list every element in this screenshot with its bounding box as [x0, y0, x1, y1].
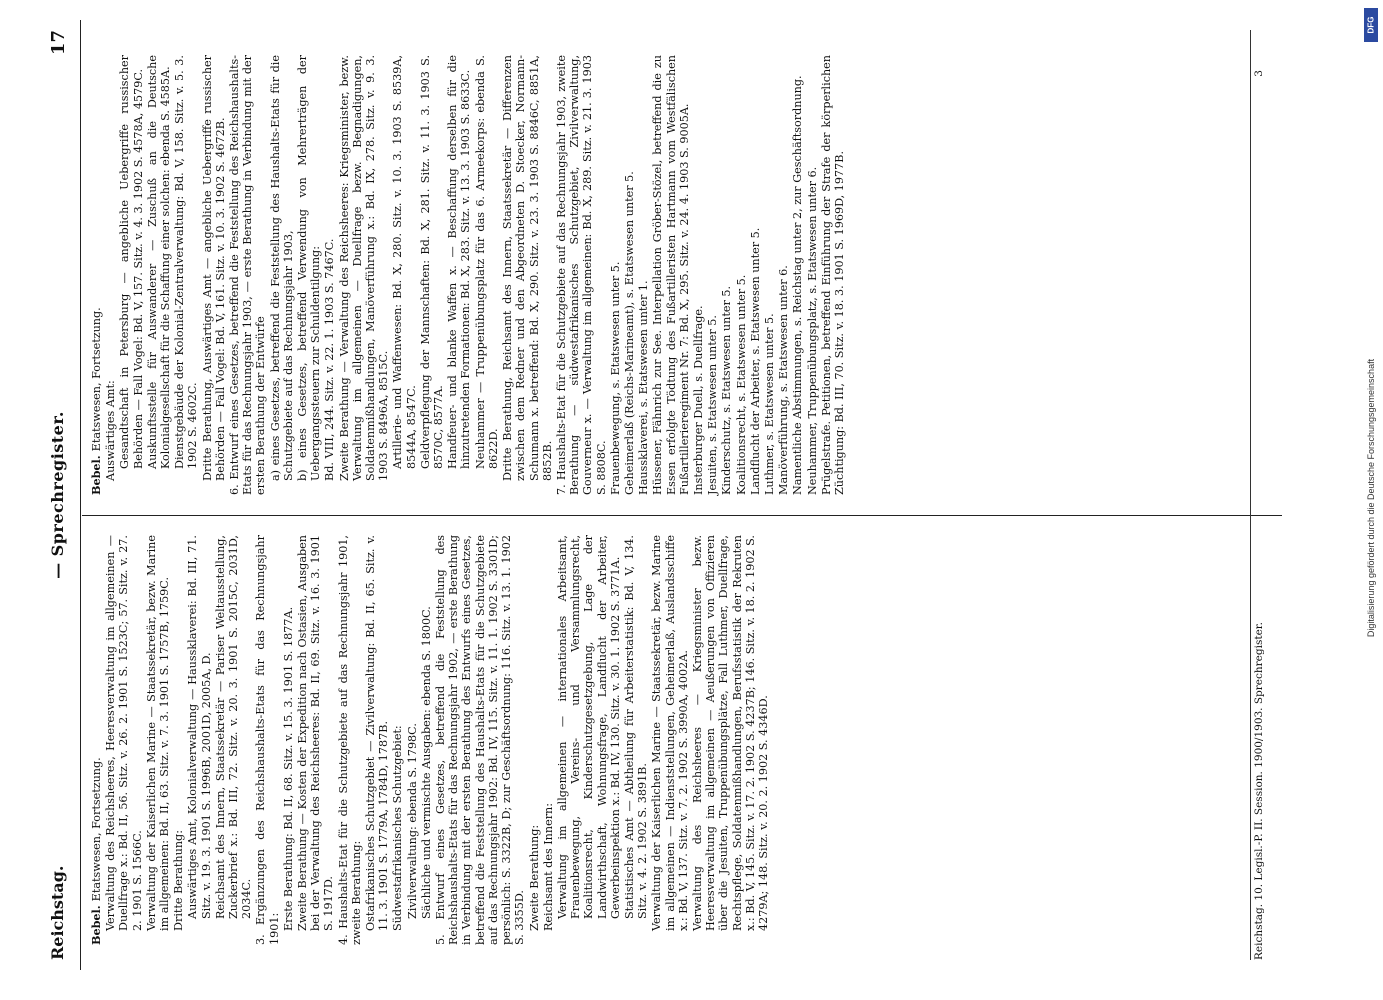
speaker-name: Bebel. — [89, 455, 103, 495]
entry: Luthmer, s. Etatswesen unter 5. — [762, 313, 776, 495]
credit-text: Digitalisierung gefördert durch die Deutsche Forschungsgemeinschaft — [1366, 358, 1376, 637]
entry: Zweite Berathung — Kosten der Expedition nach Ostasien, Ausgaben bei der Verwaltung des Reichsheeres: Bd. II, 69. Sitz. v. 16. 3. 1901 S. 1917D. — [296, 535, 336, 931]
left-column — [90, 535, 771, 945]
entry: Geheimerlaß (Reichs-Marineamt), s. Etatswesen unter 5. — [622, 171, 636, 495]
entry: Landflucht der Arbeiter, s. Etatswesen unter 5. — [748, 227, 762, 495]
speaker-name: Bebel. — [89, 905, 103, 945]
entry: Verwaltung der Kaiserlichen Marine — Staatssekretär, bezw. Marine im allgemeinen — Indienststellungen, Geheimerlaß, Auslandsschiffe x.: Bd. V, 137. Sitz. v. 7. 2. 1902 S. 3990A, 4002A. — [650, 535, 690, 931]
page-number: 17 — [48, 30, 69, 56]
entry: Geldverpflegung der Mannschaften: Bd. X, 281. Sitz. v. 11. 3. 1903 S. 8570C, 8577A. — [418, 55, 446, 469]
entry: Handfeuer- und blanke Waffen x. — Beschaffung derselben für die hinzutretenden Formationen: Bd. X, 283. Sitz. v. 13. 3. 1903 S. 8633C. — [446, 55, 473, 469]
header-center: — Sprechregister. — [48, 411, 67, 579]
entry: Artillerie- und Waffenwesen: Bd. X, 280. Sitz. v. 10. 3. 1903 S. 8539A, 8544A, 8547C. — [391, 55, 418, 469]
digitization-credit — [1362, 5, 1380, 990]
entry: a) eines Gesetzes, betreffend die Feststellung des Haushalts-Etats für die Schutzgebiete auf das Rechnungsjahr 1903, — [268, 55, 295, 481]
entry: Zweite Berathung — Verwaltung des Reichsheeres: Kriegsminister, bezw. Verwaltung im allgemeinen — Duellfrage bezw. Begnadigungen, Soldatenmißhandlungen, Manöverführung x.: Bd. IX, 278. Sitz. v. 9. 3. 1903 S. 8496A, 8515C. — [337, 55, 391, 481]
column-divider — [82, 515, 1282, 516]
entry: Jesuiten, s. Etatswesen unter 5. — [706, 315, 720, 495]
entry: Gesandtschaft in Petersburg — angebliche Uebergriffe russischer Behörden — Fall Vogel: Bd. V, 157. Sitz. v. 4. 3. 1902 S. 4578A, 4579C. — [118, 55, 145, 469]
entry: Zivilverwaltung: ebenda S. 1798C. — [405, 723, 419, 919]
entry: 7. Haushalts-Etat für die Schutzgebiete auf das Rechnungsjahr 1903, zweite Berathung — südwestafrikanisches Schutzgebiet, Zivilverwaltung, Gouverneur x. — Verwaltung im allgemeinen: Bd. X, 289. Sitz. v. 21. 3. 1903 S. 8808C. — [554, 55, 608, 495]
entry: Namentliche Abstimmungen, s. Reichstag unter 2, zur Geschäftsordnung. — [791, 75, 805, 495]
entry: Neuhammer, Truppenübungsplatz, s. Etatswesen unter 6. — [805, 166, 819, 495]
entry: Verwaltung des Reichsheeres — Kriegsminister bezw. Heeresverwaltung im allgemeinen — Aeußerungen von Offizieren über die Jesuiten, Truppenübungsplätze, Fall Luthmer, Duellfrage, Rechtspflege, Soldatenmißhandlungen, Berufsstatistik der Rekruten x.: Bd. V, 145. Sitz. v. 17. 2. 1902 S. 4237B; 146. Sitz. v. 18. 2. 1902 S. 4279A; 148. Sitz. v. 20. 2. 1902 S. 4346D. — [690, 535, 770, 931]
footer-left: Reichstag. 10. Legisl.-P. II. Session. 1900/1903. Sprechregister. — [1253, 622, 1265, 960]
entry: Statistisches Amt — Abtheilung für Arbeiterstatistik: Bd. V, 134. Sitz. v. 4. 2. 1902 S. 3891B. — [622, 535, 650, 919]
entry: Auskunftsstelle für Auswanderer — Zuschuß an die Deutsche Kolonialgesellschaft für die Schaffung einer solchen: ebenda S. 4585A. — [145, 55, 173, 469]
entry: Insterburger Duell, s. Duellfrage. — [691, 305, 705, 495]
entry: b) eines Gesetzes, betreffend Verwendung von Mehrerträgen der Uebergangssteuern zur Schuldentilgung: — [296, 55, 323, 481]
entry: Prügelstrafe. Petitionen, betreffend Einführung der Strafe der körperlichen Züchtigung: Bd. III, 70. Sitz. v. 18. 3. 1901 S. 1969D, 1977B. — [819, 55, 846, 495]
entry: Auswärtiges Amt: — [104, 380, 118, 481]
entry: Kinderschutz, s. Etatswesen unter 5. — [720, 285, 734, 495]
header-left: Reichstag. — [48, 865, 67, 960]
entry: Ostafrikanisches Schutzgebiet — Zivilverwaltung: Bd. II, 65. Sitz. v. 11. 3. 1901 S. 1779A, 1784D, 1787B. — [364, 535, 391, 931]
entry: Erste Berathung: Bd. II, 68. Sitz. v. 15. 3. 1901 S. 1877A. — [281, 606, 295, 931]
entry: Dienstgebäude der Kolonial-Zentralverwaltung: Bd. V, 158. Sitz. v. 5. 3. 1902 S. 4602C. — [173, 55, 200, 469]
entry: 3. Ergänzungen des Reichshaushalts-Etats für das Rechnungsjahr 1901: — [254, 535, 281, 945]
dfg-logo-icon — [1364, 8, 1378, 42]
entry: 5. Entwurf eines Gesetzes, betreffend die Feststellung des Reichshaushalts-Etats für das Rechnungsjahr 1902, — erste Berathung in Verbindung mit der ersten Berathung des Entwurfs eines Gesetzes, betreffend die Feststellung des Haushalts-Etats für die Schutzgebiete auf das Rechnungsjahr 1902: Bd. IV, 115. Sitz. v. 11. 1. 1902 S. 3301D; persönlich: S. 3322B, D; zur Geschäftsordnung: 116. Sitz. v. 13. 1. 1902 S. 3355D. — [434, 535, 527, 945]
entry: Reichsamt des Innern: — [541, 802, 555, 931]
page-footer — [1250, 30, 1265, 960]
entry: Südwestafrikanisches Schutzgebiet: — [391, 725, 405, 931]
header-rule — [80, 20, 81, 970]
entry: Hüssener, Fähnrich zur See. Interpellation Gröber-Stözel, betreffend die zu Essen erfolgte Tödtung des Fußartilleristen Hartmann vom Westfälischen Fußartillerieregiment Nr. 7: Bd. X, 295. Sitz. v. 24. 4. 1903 S. 9005A. — [651, 55, 691, 495]
entry: Frauenbewegung, s. Etatswesen unter 5. — [608, 261, 622, 495]
dfg-logo-text: DFG — [1366, 16, 1376, 34]
page-header — [48, 30, 78, 960]
signature-mark: 3 — [1253, 70, 1265, 77]
entry: 6. Entwurf eines Gesetzes, betreffend die Feststellung des Reichshaushalts-Etats für das Rechnungsjahr 1903, — erste Berathung in Verbindung mit der ersten Berathung der Entwürfe — [228, 55, 268, 495]
entry: Auswärtiges Amt, Kolonialverwaltung — Haussklaverei: Bd. III, 71. Sitz. v. 19. 3. 1901 S. 1996B, 2001D, 2005A, D. — [186, 535, 213, 919]
entry: Koalitionsrecht, s. Etatswesen unter 5. — [734, 274, 748, 495]
entry: Dritte Berathung, Reichsamt des Innern, Staatssekretär — Differenzen zwischen dem Redner und den Abgeordneten D. Stoecker, Normann-Schumann x. betreffend: Bd. X, 290. Sitz. v. 23. 3. 1903 S. 8846C, 8851A, 8852B. — [501, 55, 554, 481]
entry: Verwaltung des Reichsheeres, Heeresverwaltung im allgemeinen — Duellfrage x.: Bd. II, 56. Sitz. v. 26. 2. 1901 S. 1523C; 57. Sitz. v. 27. 2. 1901 S. 1566C. — [104, 535, 144, 931]
entry: Zweite Berathung: — [527, 824, 541, 931]
entry: Sächliche und vermischte Ausgaben: ebenda S. 1800C. — [419, 606, 433, 919]
entry: Neuhammer — Truppenübungsplatz für das 6. Armeekorps: ebenda S. 8622D. — [473, 55, 500, 469]
entry: Dritte Berathung, Auswärtiges Amt — angebliche Uebergriffe russischer Behörden — Fall Vogel: Bd. V, 161. Sitz. v. 10. 3. 1902 S. 4672B. — [200, 55, 227, 481]
entry: Verwaltung der Kaiserlichen Marine — Staatssekretär, bezw. Marine im allgemeinen: Bd. II, 63. Sitz. v. 7. 3. 1901 S. 1757B, 1759C. — [144, 535, 172, 931]
entry: Dritte Berathung: — [172, 830, 186, 931]
entry: Bd. VIII, 244. Sitz. v. 22. 1. 1903 S. 7467C. — [323, 238, 337, 481]
entry: Verwaltung im allgemeinen — internationales Arbeitsamt, Frauenbewegung, Vereins- und Versammlungsrecht, Koalitionsrecht, Kinderschutzgesetzgebung, Lage der Landwirthschaft, Wohnungsfrage, Landflucht der Arbeiter, Gewerbeinspektion x.: Bd. IV, 130. Sitz. v. 30. 1. 1902 S. 3771A. — [555, 535, 622, 919]
entry: 4. Haushalts-Etat für die Schutzgebiete auf das Rechnungsjahr 1901, zweite Berathung: — [336, 535, 363, 945]
entry: Reichsamt des Innern, Staatssekretär — Pariser Weltausstellung, Zuckerbrief x.: Bd. III, 72. Sitz. v. 20. 3. 1901 S. 2015C, 2031D, 2034C. — [213, 535, 254, 919]
entry: Bebel.Etatswesen, Fortsetzung. — [89, 757, 103, 945]
entry: Manöverführung, s. Etatswesen unter 6. — [777, 265, 791, 495]
right-column — [90, 55, 847, 495]
entry: Haussklaverei, s. Etatswesen unter 1. — [637, 280, 651, 495]
entry: Bebel.Etatswesen, Fortsetzung. — [89, 307, 103, 495]
